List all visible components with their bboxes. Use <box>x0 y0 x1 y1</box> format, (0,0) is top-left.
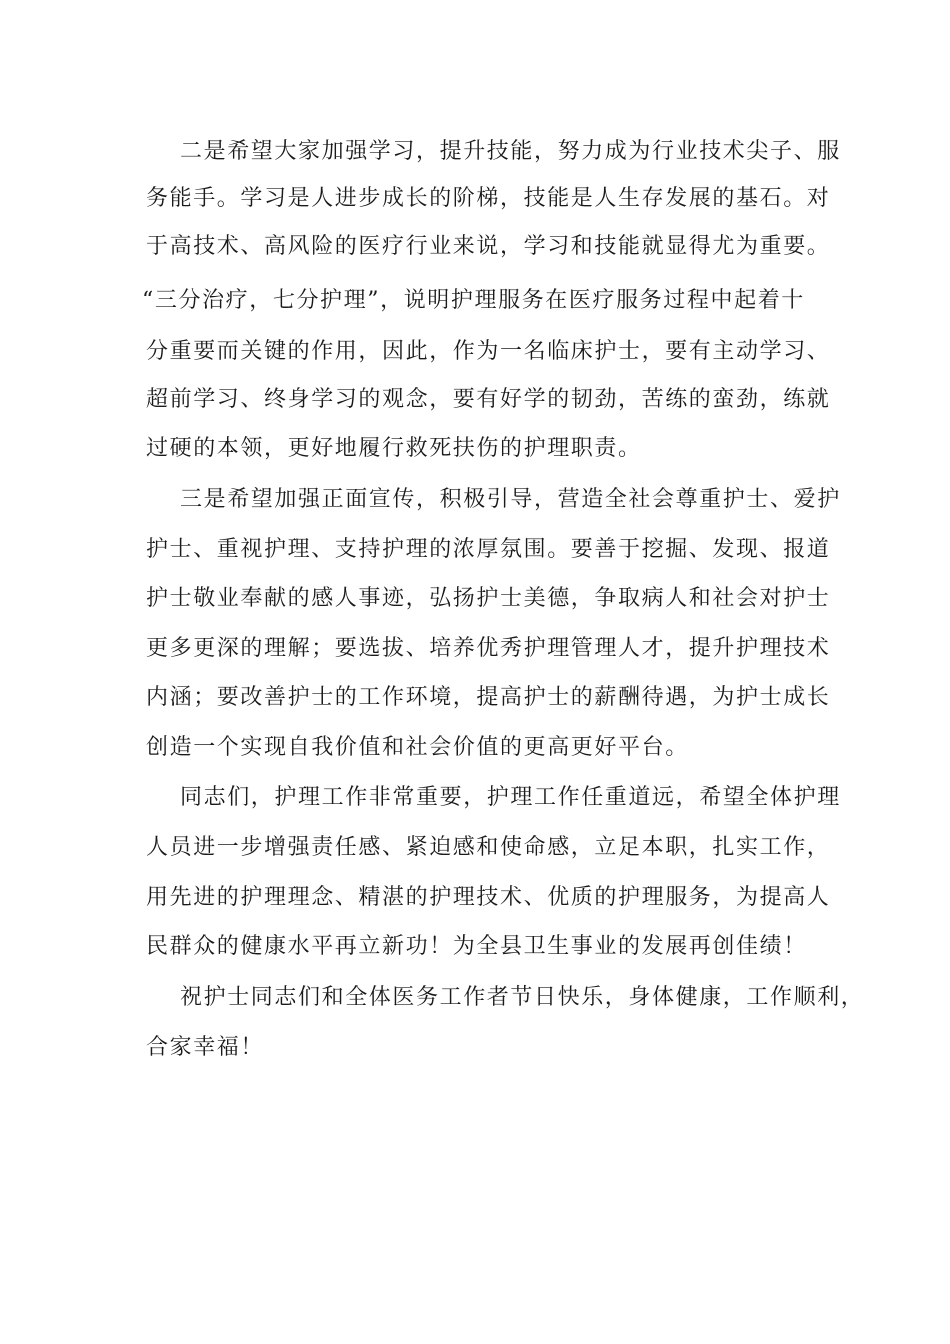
paragraph-line: 民群众的健康水平再立新功！为全县卫生事业的发展再创佳绩！ <box>146 934 807 959</box>
paragraph-line: 二是希望大家加强学习，提升技能，努力成为行业技术尖子、服 <box>180 139 841 164</box>
paragraph-line: 超前学习、终身学习的观念，要有好学的韧劲，苦练的蛮劲，练就 <box>146 387 831 412</box>
paragraph-line: 护士、重视护理、支持护理的浓厚氛围。要善于挖掘、发现、报道 <box>146 537 831 562</box>
paragraph-line: 务能手。学习是人进步成长的阶梯，技能是人生存发展的基石。对 <box>146 186 831 211</box>
paragraph-line: 创造一个实现自我价值和社会价值的更高更好平台。 <box>146 735 689 760</box>
paragraph-line: “三分治疗，七分护理”，说明护理服务在医疗服务过程中起着十 <box>142 288 805 313</box>
paragraph-line: 于高技术、高风险的医疗行业来说，学习和技能就显得尤为重要。 <box>146 234 831 259</box>
paragraph-line: 用先进的护理理念、精湛的护理技术、优质的护理服务，为提高人 <box>146 885 831 910</box>
paragraph-line: 更多更深的理解；要选拔、培养优秀护理管理人才，提升护理技术 <box>146 636 831 661</box>
paragraph-line: 人员进一步增强责任感、紧迫感和使命感，立足本职，扎实工作， <box>146 835 831 860</box>
paragraph-line: 分重要而关键的作用，因此，作为一名临床护士，要有主动学习、 <box>146 339 831 364</box>
paragraph-line: 内涵；要改善护士的工作环境，提高护士的薪酬待遇，为护士成长 <box>146 685 831 710</box>
paragraph-line: 护士敬业奉献的感人事迹，弘扬护士美德，争取病人和社会对护士 <box>146 586 831 611</box>
paragraph-line: 过硬的本领，更好地履行救死扶伤的护理职责。 <box>146 436 642 461</box>
paragraph-line: 合家幸福！ <box>146 1035 265 1060</box>
paragraph-line: 同志们，护理工作非常重要，护理工作任重道远，希望全体护理 <box>180 785 841 810</box>
paragraph-line: 三是希望加强正面宣传，积极引导，营造全社会尊重护士、爱护 <box>180 487 841 512</box>
paragraph-line: 祝护士同志们和全体医务工作者节日快乐，身体健康，工作顺利， <box>180 985 865 1010</box>
